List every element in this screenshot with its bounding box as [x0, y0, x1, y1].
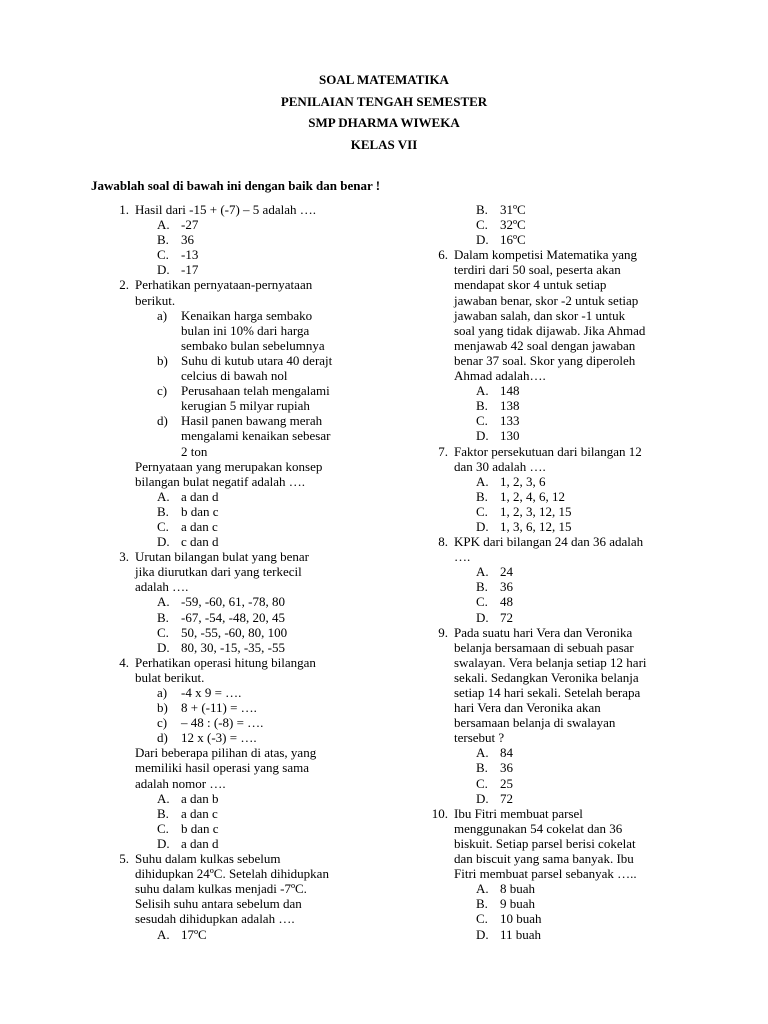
- option-text: 8 buah: [500, 881, 536, 897]
- statement-letter: c): [157, 715, 168, 731]
- statement-text-line: bulan ini 10% dari harga: [181, 322, 310, 338]
- option-text: 36: [500, 760, 513, 776]
- instruction-text: Jawablah soal di bawah ini dengan baik dan benar !: [91, 178, 381, 193]
- answer-option: [424, 398, 684, 413]
- statement-item: [105, 308, 375, 323]
- statement-text-line: 2 ton: [181, 443, 208, 459]
- option-text: c dan d: [181, 534, 219, 550]
- question-text-line: setiap 14 hari sekali. Setelah berapa: [454, 685, 641, 700]
- statement-letter: d): [157, 413, 168, 429]
- option-text: 1, 2, 3, 6: [500, 473, 546, 489]
- statement-letter: a): [157, 685, 168, 700]
- option-letter: D.: [476, 518, 489, 534]
- option-letter: C.: [476, 594, 488, 610]
- right-column: [424, 202, 684, 942]
- option-text: 17ºC: [181, 926, 207, 942]
- option-letter: D.: [157, 639, 170, 655]
- statement-text-line: sembako bulan sebelumnya: [181, 337, 325, 353]
- option-text: 32ºC: [500, 217, 526, 233]
- statement-item: [105, 685, 375, 700]
- option-letter: D.: [476, 790, 489, 806]
- option-text: a dan c: [181, 805, 218, 821]
- question-text-line: memiliki hasil operasi yang sama: [135, 760, 310, 776]
- question-text: KPK dari bilangan 24 dan 36 adalah: [454, 534, 644, 550]
- option-letter: B.: [476, 760, 488, 776]
- option-letter: D.: [476, 232, 489, 248]
- answer-option: [424, 881, 684, 896]
- statement-text: Hasil panen bawang merah: [181, 413, 323, 429]
- header-exam: PENILAIAN TENGAH SEMESTER: [280, 93, 488, 109]
- answer-option: [424, 564, 684, 579]
- statement-letter: b): [157, 700, 168, 716]
- answer-option: [424, 594, 684, 609]
- question-text-line: jawaban benar, skor -2 untuk setiap: [454, 292, 639, 308]
- question-text-line: dan biscuit yang sama banyak. Ibu: [454, 851, 634, 867]
- question-text-line: bersamaan belanja di swalayan: [454, 715, 616, 731]
- option-letter: A.: [157, 790, 170, 806]
- question-number: 3.: [119, 549, 129, 565]
- option-text: 1, 2, 4, 6, 12: [500, 488, 565, 504]
- question-text-line: adalah ….: [135, 579, 189, 595]
- header-subject: SOAL MATEMATIKA: [319, 72, 449, 87]
- answer-option: [105, 610, 375, 625]
- question-number: 4.: [119, 654, 129, 670]
- option-letter: A.: [157, 217, 170, 233]
- option-letter: B.: [476, 579, 488, 595]
- question-line: [105, 277, 375, 292]
- option-text: 84: [500, 745, 513, 761]
- option-letter: A.: [157, 926, 170, 942]
- question-text-line: Ahmad adalah….: [454, 368, 546, 384]
- option-letter: C.: [476, 503, 488, 519]
- statement-item: [105, 700, 375, 715]
- option-text: 31ºC: [500, 202, 526, 217]
- answer-option: [105, 927, 375, 942]
- question-text-line: jawaban salah, dan skor -1 untuk: [454, 307, 626, 323]
- answer-option: [105, 217, 375, 232]
- statement-text: 12 x (-3) = ….: [181, 730, 257, 746]
- option-text: 36: [500, 579, 513, 595]
- statement-text: 8 + (-11) = ….: [181, 700, 257, 716]
- option-letter: A.: [157, 594, 170, 610]
- answer-option: [424, 474, 684, 489]
- question-text-line: biskuit. Setiap parsel berisi cokelat: [454, 835, 636, 851]
- option-text: -17: [181, 262, 199, 278]
- statement-text: – 48 : (-8) = ….: [181, 715, 264, 731]
- statement-text: Perusahaan telah mengalami: [181, 383, 330, 399]
- answer-option: [424, 383, 684, 398]
- option-text: 10 buah: [500, 911, 542, 927]
- question-text-line: ….: [454, 549, 471, 565]
- option-text: b dan c: [181, 503, 219, 519]
- question-line: [424, 806, 684, 821]
- option-letter: A.: [476, 564, 489, 580]
- answer-option: [424, 927, 684, 942]
- answer-option: [424, 760, 684, 775]
- question-number: 5.: [119, 851, 129, 867]
- answer-option: [424, 579, 684, 594]
- option-text: 1, 2, 3, 12, 15: [500, 503, 572, 519]
- statement-text: Kenaikan harga sembako: [181, 307, 313, 323]
- answer-option: [105, 232, 375, 247]
- statement-text-line: kerugian 5 milyar rupiah: [181, 398, 310, 414]
- answer-option: [105, 806, 375, 821]
- option-text: -67, -54, -48, 20, 45: [181, 609, 285, 625]
- question-text-line: Dari beberapa pilihan di atas, yang: [135, 745, 317, 761]
- question-number: 2.: [119, 277, 129, 293]
- option-text: 25: [500, 775, 513, 791]
- answer-option: [105, 594, 375, 609]
- answer-option: [105, 821, 375, 836]
- question-text-line: tersebut ?: [454, 730, 505, 746]
- question-text-line: adalah nomor ….: [135, 775, 226, 791]
- statement-letter: a): [157, 307, 168, 323]
- option-letter: C.: [157, 820, 169, 836]
- header-school: SMP DHARMA WIWEKA: [308, 115, 460, 130]
- answer-option: [424, 489, 684, 504]
- answer-option: [105, 262, 375, 277]
- option-letter: B.: [157, 232, 169, 248]
- question-line: [424, 534, 684, 549]
- option-text: a dan d: [181, 835, 219, 851]
- question-text-line: berikut.: [135, 292, 176, 308]
- option-text: 50, -55, -60, 80, 100: [181, 624, 288, 640]
- question-line: [105, 549, 375, 564]
- option-text: -27: [181, 217, 199, 233]
- question-text: Pada suatu hari Vera dan Veronika: [454, 624, 633, 640]
- option-letter: D.: [476, 428, 489, 444]
- option-letter: B.: [476, 398, 488, 414]
- question-text-line: menjawab 42 soal dengan jawaban: [454, 337, 636, 353]
- statement-item: [105, 730, 375, 745]
- statement-item: [105, 353, 375, 368]
- question-text-line: Selisih suhu antara sebelum dan: [135, 896, 302, 912]
- option-letter: A.: [157, 488, 170, 504]
- answer-option: [424, 519, 684, 534]
- option-letter: D.: [157, 534, 170, 550]
- answer-option: [105, 640, 375, 655]
- option-letter: D.: [476, 926, 489, 942]
- question-text: Urutan bilangan bulat yang benar: [135, 549, 309, 565]
- question-text-line: belanja bersamaan di sebuah pasar: [454, 639, 634, 655]
- question-text: Ibu Fitri membuat parsel: [454, 805, 583, 821]
- option-letter: A.: [476, 881, 489, 897]
- question-text: Suhu dalam kulkas sebelum: [135, 851, 281, 867]
- option-letter: D.: [157, 835, 170, 851]
- answer-option: [424, 791, 684, 806]
- option-text: a dan c: [181, 518, 218, 534]
- answer-option: [424, 202, 684, 217]
- question-line: [105, 202, 375, 217]
- option-letter: C.: [476, 911, 488, 927]
- question-line: [424, 444, 684, 459]
- option-letter: B.: [476, 202, 488, 217]
- option-letter: C.: [157, 247, 169, 263]
- question-text-line: dan 30 adalah ….: [454, 458, 546, 474]
- answer-option: [424, 217, 684, 232]
- option-text: 24: [500, 564, 513, 580]
- question-text-line: hari Vera dan Veronika akan: [454, 700, 601, 716]
- option-text: a dan d: [181, 488, 219, 504]
- question-line: [105, 655, 375, 670]
- option-text: 133: [500, 413, 520, 429]
- answer-option: [105, 625, 375, 640]
- statement-letter: d): [157, 730, 168, 746]
- question-text-line: sekali. Sedangkan Veronika belanja: [454, 669, 639, 685]
- answer-option: [105, 519, 375, 534]
- statement-text-line: mengalami kenaikan sebesar: [181, 428, 331, 444]
- question-text: Perhatikan operasi hitung bilangan: [135, 654, 316, 670]
- question-text-line: mendapat skor 4 untuk setiap: [454, 277, 607, 293]
- question-text-line: Fitri membuat parsel sebanyak …..: [454, 866, 637, 882]
- option-letter: A.: [476, 383, 489, 399]
- option-text: 72: [500, 790, 513, 806]
- question-text-line: terdiri dari 50 soal, peserta akan: [454, 262, 621, 278]
- question-text: Dalam kompetisi Matematika yang: [454, 247, 638, 263]
- answer-option: [105, 836, 375, 851]
- statement-letter: c): [157, 383, 168, 399]
- statement-item: [105, 715, 375, 730]
- question-text-line: sesudah dihidupkan adalah ….: [135, 911, 295, 927]
- question-text-line: suhu dalam kulkas menjadi -7ºC.: [135, 881, 307, 897]
- question-line: [105, 851, 375, 866]
- answer-option: [424, 896, 684, 911]
- option-letter: B.: [157, 805, 169, 821]
- option-letter: D.: [157, 262, 170, 278]
- option-text: 16ºC: [500, 232, 526, 248]
- answer-option: [424, 610, 684, 625]
- option-text: -59, -60, 61, -78, 80: [181, 594, 285, 610]
- question-number: 9.: [438, 624, 448, 640]
- question-text-line: swalayan. Vera belanja setiap 12 hari: [454, 654, 647, 670]
- question-text: Faktor persekutuan dari bilangan 12: [454, 443, 642, 459]
- statement-letter: b): [157, 352, 168, 368]
- question-number: 1.: [119, 202, 129, 217]
- answer-option: [105, 489, 375, 504]
- option-text: 1, 3, 6, 12, 15: [500, 518, 572, 534]
- question-text-line: Pernyataan yang merupakan konsep: [135, 458, 323, 474]
- question-text: Hasil dari -15 + (-7) – 5 adalah ….: [135, 202, 316, 217]
- option-text: 130: [500, 428, 520, 444]
- answer-option: [424, 428, 684, 443]
- option-letter: C.: [476, 413, 488, 429]
- question-text-line: dihidupkan 24ºC. Setelah dihidupkan: [135, 866, 329, 882]
- option-text: 72: [500, 609, 513, 625]
- statement-text-line: celcius di bawah nol: [181, 368, 288, 384]
- option-text: 36: [181, 232, 194, 248]
- answer-option: [105, 247, 375, 262]
- option-letter: B.: [476, 896, 488, 912]
- option-letter: C.: [157, 624, 169, 640]
- answer-option: [105, 534, 375, 549]
- question-text-line: jika diurutkan dari yang terkecil: [135, 564, 302, 580]
- statement-text: -4 x 9 = ….: [181, 685, 242, 700]
- answer-option: [424, 232, 684, 247]
- question-number: 8.: [438, 534, 448, 550]
- question-text-line: menggunakan 54 cokelat dan 36: [454, 820, 623, 836]
- option-letter: C.: [157, 518, 169, 534]
- statement-item: [105, 383, 375, 398]
- question-number: 10.: [431, 805, 448, 821]
- option-text: b dan c: [181, 820, 219, 836]
- option-text: 148: [500, 383, 520, 399]
- question-text-line: bulat berikut.: [135, 669, 205, 685]
- option-text: 48: [500, 594, 513, 610]
- answer-option: [424, 413, 684, 428]
- statement-text: Suhu di kutub utara 40 derajt: [181, 352, 333, 368]
- left-column: [105, 202, 375, 942]
- option-letter: B.: [157, 503, 169, 519]
- answer-option: [105, 504, 375, 519]
- header-class: KELAS VII: [350, 136, 418, 152]
- option-text: a dan b: [181, 790, 219, 806]
- option-letter: A.: [476, 745, 489, 761]
- option-letter: B.: [157, 609, 169, 625]
- question-line: [424, 625, 684, 640]
- option-letter: A.: [476, 473, 489, 489]
- answer-option: [424, 776, 684, 791]
- option-text: 138: [500, 398, 520, 414]
- option-letter: C.: [476, 217, 488, 233]
- answer-option: [105, 791, 375, 806]
- statement-item: [105, 413, 375, 428]
- question-number: 6.: [438, 247, 448, 263]
- question-number: 7.: [438, 443, 448, 459]
- question-line: [424, 247, 684, 262]
- option-text: 80, 30, -15, -35, -55: [181, 639, 285, 655]
- answer-option: [424, 745, 684, 760]
- document-header: [0, 71, 768, 157]
- answer-option: [424, 911, 684, 926]
- question-text: Perhatikan pernyataan-pernyataan: [135, 277, 313, 293]
- option-letter: D.: [476, 609, 489, 625]
- option-text: 9 buah: [500, 896, 536, 912]
- option-text: -13: [181, 247, 199, 263]
- option-letter: B.: [476, 488, 488, 504]
- question-text-line: benar 37 soal. Skor yang diperoleh: [454, 352, 636, 368]
- answer-option: [424, 504, 684, 519]
- option-text: 11 buah: [500, 926, 542, 942]
- question-text-line: bilangan bulat negatif adalah ….: [135, 473, 306, 489]
- option-letter: C.: [476, 775, 488, 791]
- question-text-line: soal yang tidak dijawab. Jika Ahmad: [454, 322, 646, 338]
